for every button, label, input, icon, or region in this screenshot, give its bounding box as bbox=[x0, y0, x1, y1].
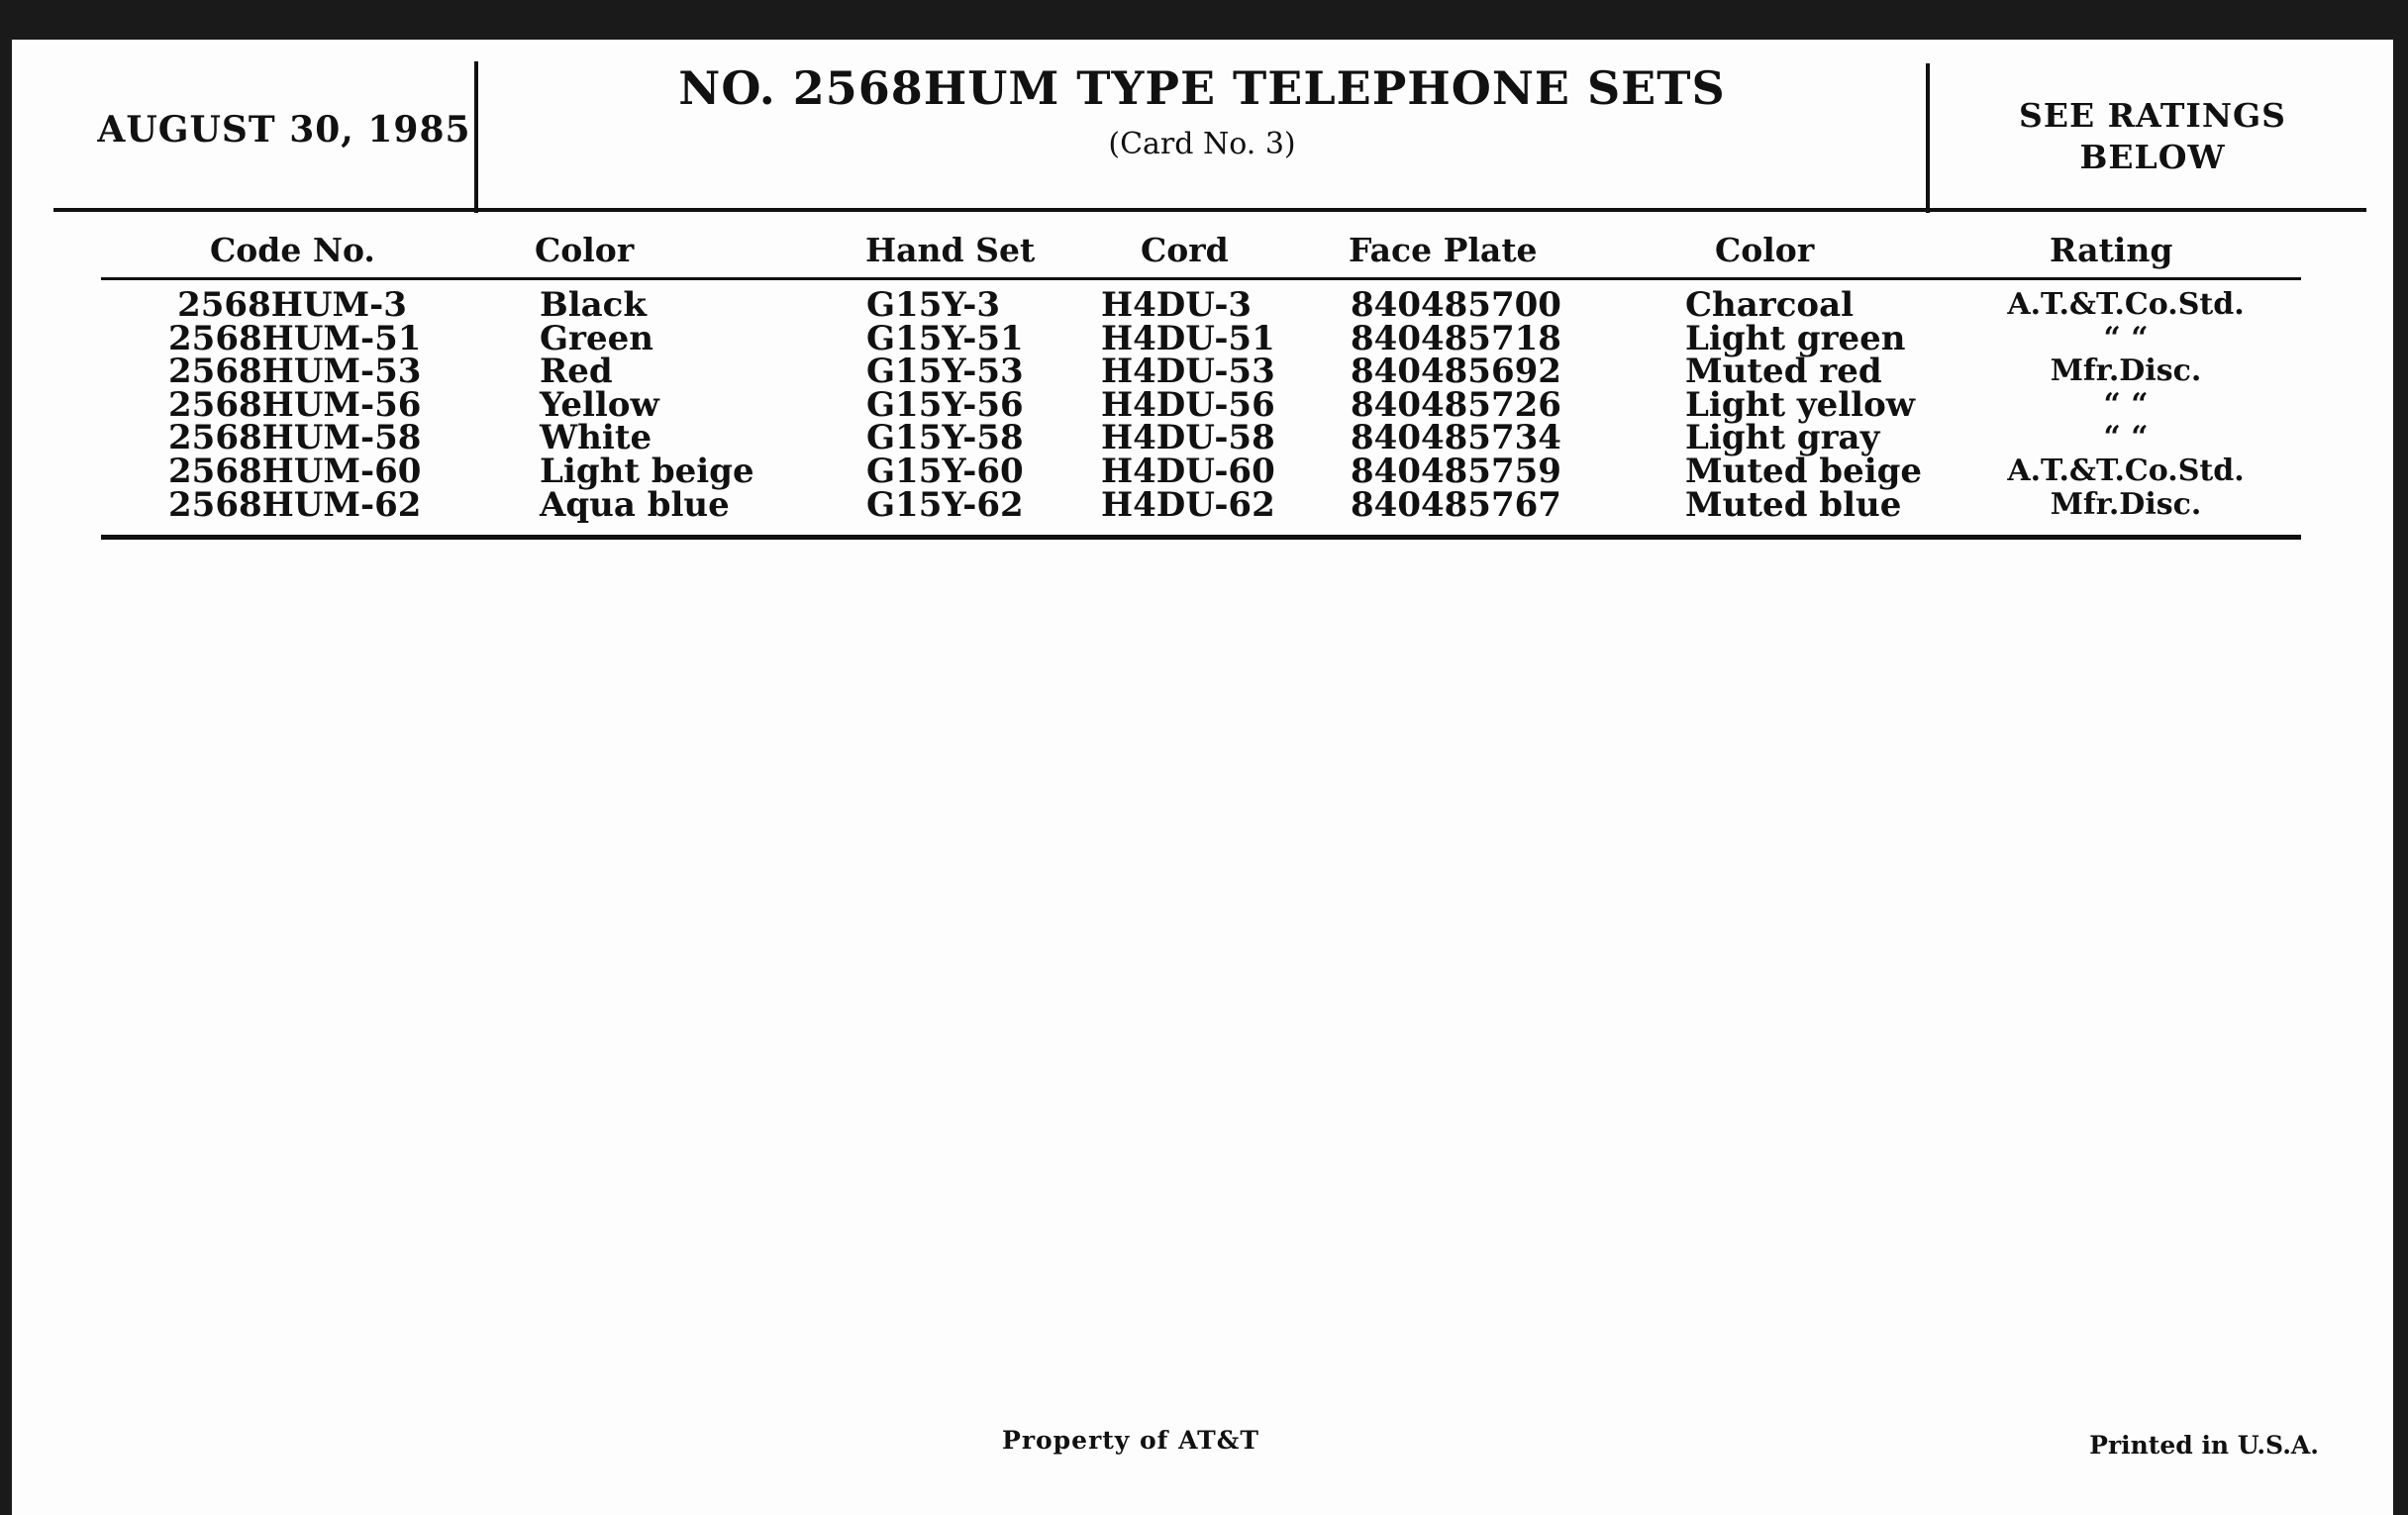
color-cell: White bbox=[540, 418, 652, 458]
column-header-cord: Cord bbox=[1141, 231, 1229, 269]
printed-note: Printed in U.S.A. bbox=[2089, 1431, 2319, 1460]
column-header-handset: Hand Set bbox=[865, 231, 1036, 269]
faceplate-cell: 840485718 bbox=[1351, 318, 1561, 358]
color-cell: Light beige bbox=[540, 451, 754, 491]
plate-color-cell: Light green bbox=[1685, 318, 1906, 358]
rating-cell: “ “ bbox=[2103, 420, 2149, 455]
ratings-note-line-1: SEE RATINGS bbox=[2018, 96, 2287, 135]
cord-cell: H4DU-3 bbox=[1101, 285, 1253, 325]
code-cell: 2568HUM-58 bbox=[168, 418, 422, 458]
column-header-rule bbox=[101, 277, 2301, 280]
handset-cell: G15Y-51 bbox=[866, 318, 1024, 358]
table-row bbox=[12, 285, 2393, 325]
rating-cell: “ “ bbox=[2103, 386, 2149, 422]
table-row bbox=[12, 352, 2393, 392]
ratings-note-line-2: BELOW bbox=[2079, 138, 2226, 176]
faceplate-cell: 840485700 bbox=[1351, 285, 1561, 325]
card-number: (Card No. 3) bbox=[1108, 127, 1296, 161]
cord-cell: H4DU-51 bbox=[1101, 318, 1275, 358]
handset-cell: G15Y-56 bbox=[866, 384, 1024, 425]
ratings-note bbox=[1930, 95, 2375, 178]
plate-color-cell: Light yellow bbox=[1685, 384, 1916, 425]
color-cell: Black bbox=[540, 285, 647, 325]
color-cell: Yellow bbox=[540, 384, 659, 425]
telephone-sets-table bbox=[12, 285, 2393, 525]
table-row bbox=[12, 318, 2393, 358]
plate-color-cell: Muted blue bbox=[1685, 484, 1902, 525]
code-cell: 2568HUM-60 bbox=[168, 451, 422, 491]
table-row bbox=[12, 484, 2393, 525]
handset-cell: G15Y-60 bbox=[866, 451, 1024, 491]
code-cell: 2568HUM-53 bbox=[168, 352, 422, 392]
handset-cell: G15Y-3 bbox=[866, 285, 1000, 325]
table-row bbox=[12, 451, 2393, 491]
code-cell: 2568HUM-62 bbox=[168, 484, 422, 525]
column-header-faceplate: Face Plate bbox=[1349, 231, 1538, 269]
card-title: NO. 2568HUM TYPE TELEPHONE SETS bbox=[678, 61, 1726, 115]
column-header-color: Color bbox=[535, 231, 635, 269]
color-cell: Green bbox=[540, 318, 653, 358]
faceplate-cell: 840485767 bbox=[1351, 484, 1561, 525]
color-cell: Aqua blue bbox=[540, 484, 730, 525]
plate-color-cell: Muted red bbox=[1685, 352, 1882, 392]
card-header bbox=[12, 40, 2393, 213]
cord-cell: H4DU-62 bbox=[1101, 484, 1275, 525]
rating-cell: “ “ bbox=[2103, 320, 2149, 355]
column-header-code: Code No. bbox=[210, 231, 375, 269]
code-cell: 2568HUM-56 bbox=[168, 384, 422, 425]
cord-cell: H4DU-53 bbox=[1101, 352, 1275, 392]
rating-cell: Mfr.Disc. bbox=[2050, 486, 2202, 522]
faceplate-cell: 840485726 bbox=[1351, 384, 1561, 425]
color-cell: Red bbox=[540, 352, 613, 392]
rating-cell: A.T.&T.Co.Std. bbox=[2007, 287, 2245, 322]
faceplate-cell: 840485692 bbox=[1351, 352, 1561, 392]
rating-cell: A.T.&T.Co.Std. bbox=[2007, 453, 2245, 488]
column-header-rating: Rating bbox=[2050, 231, 2173, 269]
record-card bbox=[12, 40, 2393, 1515]
card-date: AUGUST 30, 1985 bbox=[97, 109, 471, 151]
faceplate-cell: 840485759 bbox=[1351, 451, 1561, 491]
faceplate-cell: 840485734 bbox=[1351, 418, 1561, 458]
rating-cell: Mfr.Disc. bbox=[2050, 354, 2202, 389]
plate-color-cell: Muted beige bbox=[1685, 451, 1923, 491]
header-rule bbox=[53, 208, 2366, 212]
table-row bbox=[12, 384, 2393, 425]
cord-cell: H4DU-58 bbox=[1101, 418, 1275, 458]
cord-cell: H4DU-60 bbox=[1101, 451, 1275, 491]
plate-color-cell: Light gray bbox=[1685, 418, 1880, 458]
column-header-plate-color: Color bbox=[1715, 231, 1815, 269]
plate-color-cell: Charcoal bbox=[1685, 285, 1855, 325]
handset-cell: G15Y-58 bbox=[866, 418, 1024, 458]
property-note: Property of AT&T bbox=[1002, 1426, 1259, 1455]
table-bottom-rule bbox=[101, 535, 2301, 540]
table-row bbox=[12, 418, 2393, 458]
code-cell: 2568HUM-3 bbox=[177, 285, 407, 325]
handset-cell: G15Y-53 bbox=[866, 352, 1024, 392]
handset-cell: G15Y-62 bbox=[866, 484, 1024, 525]
code-cell: 2568HUM-51 bbox=[168, 318, 422, 358]
cord-cell: H4DU-56 bbox=[1101, 384, 1275, 425]
